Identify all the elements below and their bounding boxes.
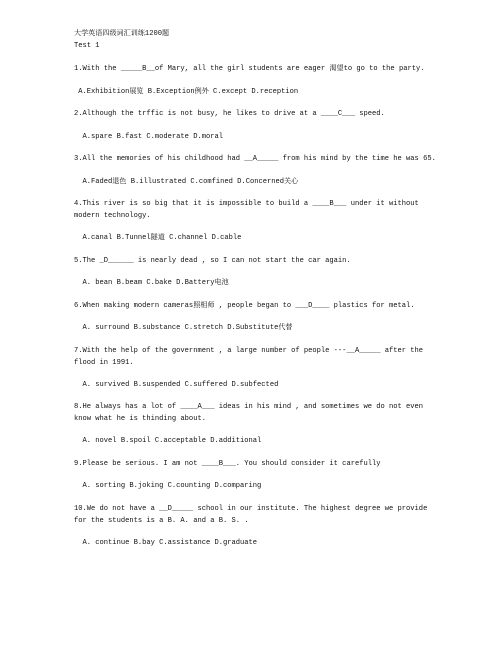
question-7-options: A. survived B.suspended C.suffered D.subfected (74, 381, 279, 389)
question-2: 2.Although the trffic is not busy, he likes to drive at a ____C___ speed. (74, 110, 385, 118)
question-3-options: A.Faded退色 B.illustrated C.comfined D.Concerned关心 (74, 178, 299, 186)
question-1-options: A.Exhibition展览 B.Exception例外 C.except D.reception (74, 88, 299, 96)
question-2-options: A.spare B.fast C.moderate D.moral (74, 133, 223, 141)
question-4-options: A.canal B.Tunnel隧道 C.channel D.cable (74, 234, 242, 242)
question-4: 4.This river is so big that it is impossible to build a ____B___ under it without modern technology. (74, 200, 424, 220)
question-6: 6.When making modern cameras照相师 , people began to ___D____ plastics for metal. (74, 302, 415, 310)
question-6-options: A. surround B.substance C.stretch D.Substitute代替 (74, 324, 293, 332)
test-heading: Test 1 (74, 42, 100, 50)
question-5: 5.The _D______ is nearly dead , so I can not start the car again. (74, 257, 351, 265)
question-9: 9.Please be serious. I am not ____B___. You should consider it carefully (74, 460, 381, 468)
question-10-options: A. continue B.bay C.assistance D.graduate (74, 539, 258, 547)
question-10: 10.We do not have a __D_____ school in our institute. The highest degree we provide for the students is a B. A. and a B. S. . (74, 505, 432, 525)
question-7: 7.With the help of the government , a large number of people ---__A_____ after the flood in 1991. (74, 347, 428, 367)
question-8: 8.He always has a lot of ____A___ ideas in his mind , and sometimes we do not even know what he is thinding about. (74, 403, 428, 423)
question-8-options: A. novel B.spoil C.acceptable D.additional (74, 437, 262, 445)
question-3: 3.All the memories of his childhood had __A_____ from his mind by the time he was 65. (74, 155, 436, 163)
question-1: 1.With the _____B__of Mary, all the girl students are eager 渴望to go to the party. (74, 65, 425, 73)
question-9-options: A. sorting B.joking C.counting D.comparing (74, 482, 262, 490)
question-5-options: A. bean B.beam C.bake D.Battery电池 (74, 279, 229, 287)
document-title: 大学英语四级词汇训练1200题 (74, 30, 170, 38)
